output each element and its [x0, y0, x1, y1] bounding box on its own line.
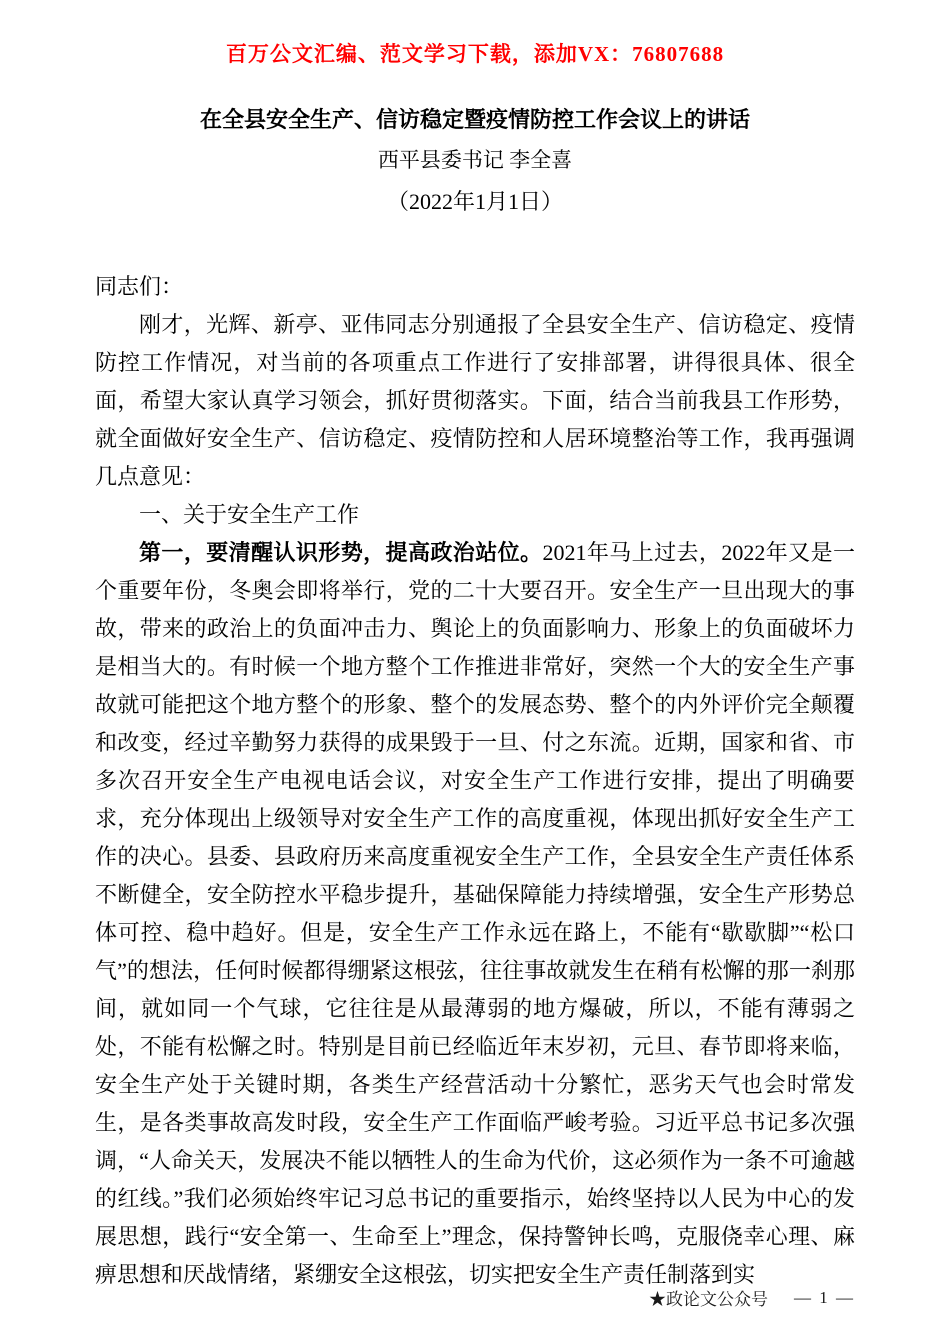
document-speaker: 西平县委书记 李全喜	[377, 148, 573, 172]
promo-notice: 百万公文汇编、范文学习下载，添加VX：76807688	[225, 42, 725, 66]
intro-paragraph: 刚才，光辉、新亭、亚伟同志分别通报了全县安全生产、信访稳定、疫情防控工作情况，对当前的各项重点工作进行了安排部署，讲得很具体、很全面，希望大家认真学习领会，抓好贯彻落实。下面，结合当前我县工作形势，就全面做好安全生产、信访稳定、疫情防控和人居环境整治等工作，我再强调几点意见：	[95, 312, 855, 489]
document-body	[95, 268, 855, 1294]
section-heading: 一、关于安全生产工作	[139, 502, 360, 527]
footer-account-label: ★政论文公众号	[649, 1290, 768, 1309]
page-footer	[649, 1285, 855, 1310]
salutation: 同志们：	[95, 274, 184, 299]
document-date: （2022年1月1日）	[386, 189, 563, 214]
document-title: 在全县安全生产、信访稳定暨疫情防控工作会议上的讲话	[199, 107, 750, 132]
point1-body-text: 2021年马上过去，2022年又是一个重要年份，冬奥会即将举行，党的二十大要召开。安全生产一旦出现大的事故，带来的政治上的负面冲击力、舆论上的负面影响力、形象上的负面破坏力是相当大的。有时候一个地方整个工作推进非常好，突然一个大的安全生产事故就可能把这个地方整个的形象、整个的发展态势、整个的内外评价完全颠覆和改变，经过辛勤努力获得的成果毁于一旦、付之东流。近期，国家和省、市多次召开安全生产电视电话会议，对安全生产工作进行安排，提出了明确要求，充分体现出上级领导对安全生产工作的高度重视，体现出抓好安全生产工作的决心。县委、县政府历来高度重视安全生产工作，全县安全生产责任体系不断健全，安全防控水平稳步提升，基础保障能力持续增强，安全生产形势总体可控、稳中趋好。但是，安全生产工作永远在路上，不能有“歇歇脚”“松口气”的想法，任何时候都得绷紧这根弦，往往事故就发生在稍有松懈的那一刹那间，就如同一个气球，它往往是从最薄弱的地方爆破，所以，不能有薄弱之处，不能有松懈之时。特别是目前已经临近年末岁初，元旦、春节即将来临，安全生产处于关键时期，各类生产经营活动十分繁忙，恶劣天气也会时常发生，是各类事故高发时段，安全生产工作面临严峻考验。习近平总书记多次强调，“人命关天，发展决不能以牺牲人的生命为代价，这必须作为一条不可逾越的红线。”我们必须始终牢记习总书记的重要指示，始终坚持以人民为中心的发展思想，践行“安全第一、生命至上”理念，保持警钟长鸣，克服侥幸心理、麻痹思想和厌战情绪，紧绷安全这根弦，切实把安全生产责任制落到实	[95, 540, 855, 1287]
point1-lead-bold: 第一，要清醒认识形势，提高政治站位。	[139, 540, 543, 565]
point1-paragraph	[95, 534, 855, 1294]
page-number: — 1 —	[794, 1287, 855, 1307]
